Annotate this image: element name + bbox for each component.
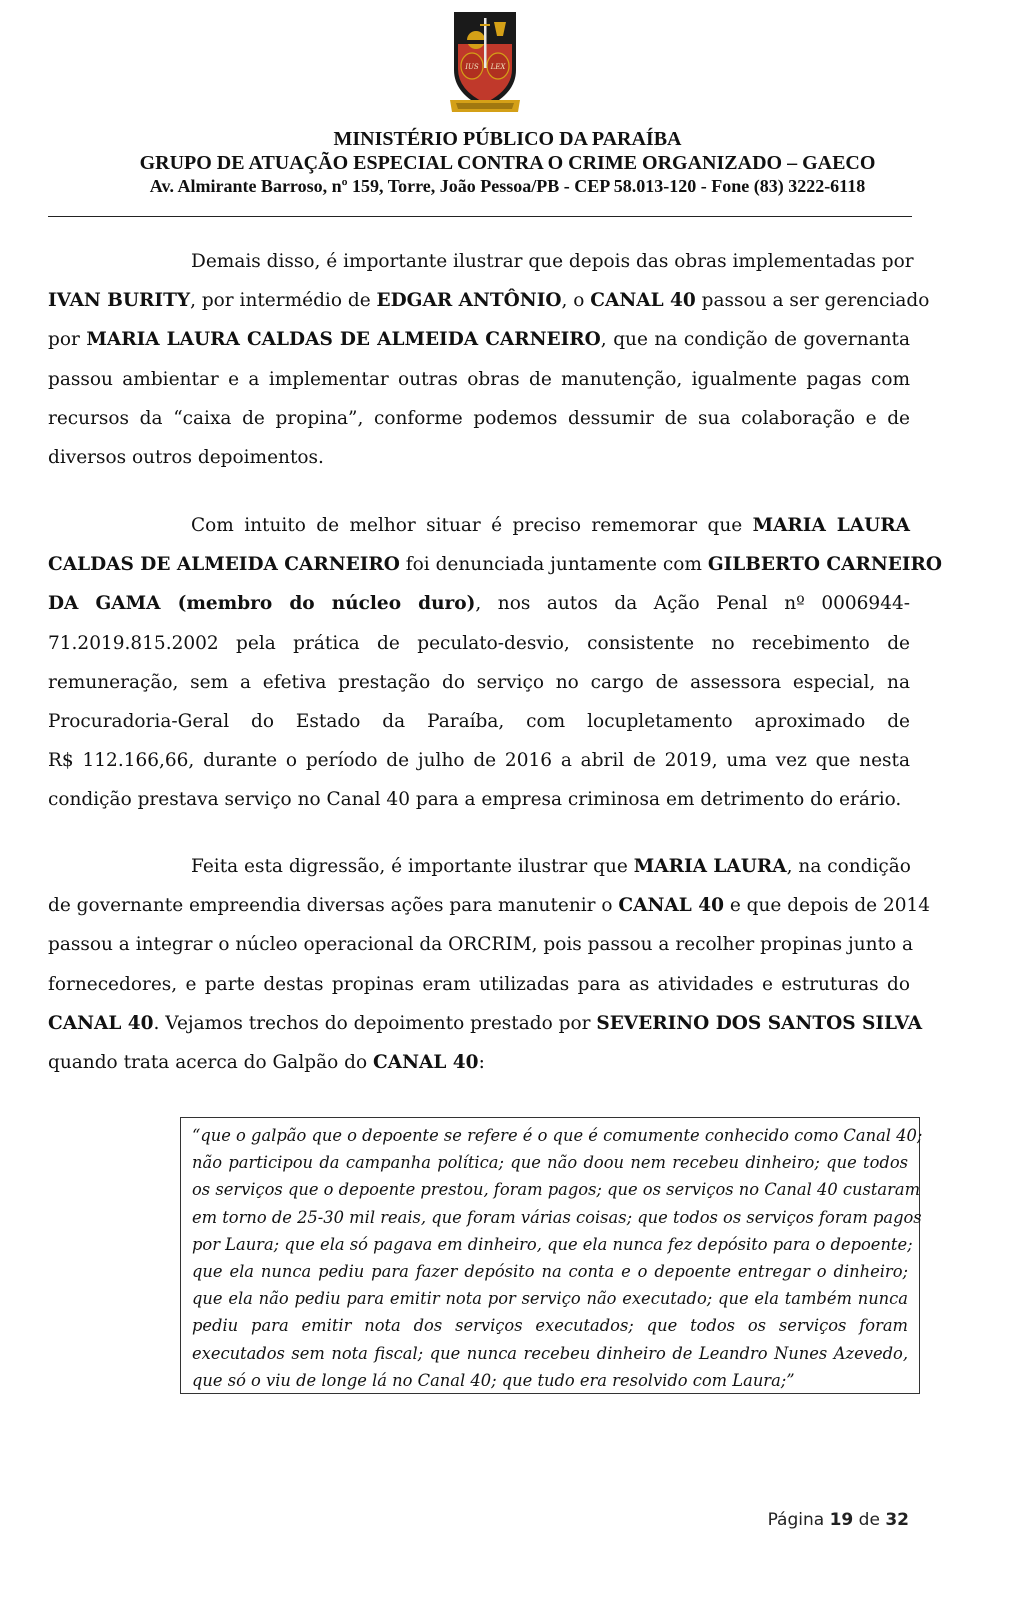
paragraph-line: DA GAMA (membro do núcleo duro), nos autos da Ação Penal nº 0006944-	[48, 593, 910, 615]
org-name: MINISTÉRIO PÚBLICO DA PARAÍBA	[333, 128, 682, 150]
paragraph-line: Feita esta digressão, é importante ilustrar que MARIA LAURA, na condição	[191, 856, 911, 877]
paragraph-1	[48, 242, 930, 477]
paragraph-line: diversos outros depoimentos.	[48, 447, 324, 469]
mppb-coat-of-arms-icon	[448, 8, 522, 118]
quote-line: os serviços que o depoente prestou, foram pagos; que os serviços no Canal 40 custaram	[192, 1180, 921, 1200]
paragraph-line: Com intuito de melhor situar é preciso rememorar que MARIA LAURA	[191, 515, 910, 536]
paragraph-line: fornecedores, e parte destas propinas eram utilizadas para as atividades e estruturas do	[48, 973, 910, 995]
paragraph-3	[48, 847, 931, 1082]
paragraph-line: recursos da “caixa de propina”, conforme podemos dessumir de sua colaboração e de	[48, 407, 910, 429]
emblem-text-right: LEX	[490, 63, 506, 71]
paragraph-line: CANAL 40. Vejamos trechos do depoimento prestado por SEVERINO DOS SANTOS SILVA	[48, 1012, 923, 1034]
paragraph-line: passou a integrar o núcleo operacional da ORCRIM, pois passou a recolher propinas junto a	[48, 934, 914, 956]
paragraph-line: de governante empreendia diversas ações para manutenir o CANAL 40 e que depois de 2014	[48, 895, 931, 917]
paragraph-2	[48, 506, 942, 820]
paragraph-line: quando trata acerca do Galpão do CANAL 40:	[48, 1052, 485, 1074]
quote-line: não participou da campanha política; que não doou nem recebeu dinheiro; que todos	[192, 1153, 908, 1173]
of-label: de	[858, 1510, 880, 1530]
paragraph-line: por MARIA LAURA CALDAS DE ALMEIDA CARNEIRO, que na condição de governanta	[48, 329, 910, 351]
group-name: GRUPO DE ATUAÇÃO ESPECIAL CONTRA O CRIME ORGANIZADO – GAECO	[139, 152, 876, 174]
quote-line: “que o galpão que o depoente se refere é o que é comumente conhecido como Canal 40;	[192, 1126, 923, 1145]
testimony-quote-box	[180, 1117, 923, 1394]
paragraph-line: remuneração, sem a efetiva prestação do serviço no cargo de assessora especial, na	[48, 671, 910, 693]
total-pages-number: 32	[885, 1510, 909, 1530]
address-line: Av. Almirante Barroso, nº 159, Torre, João Pessoa/PB - CEP 58.013-120 - Fone (83) 3222-6118	[149, 176, 866, 196]
paragraph-line: IVAN BURITY, por intermédio de EDGAR ANTÔNIO, o CANAL 40 passou a ser gerenciado	[48, 290, 930, 312]
paragraph-line: Demais disso, é importante ilustrar que depois das obras implementadas por	[191, 251, 914, 272]
paragraph-line: R$ 112.166,66, durante o período de julho de 2016 a abril de 2019, uma vez que nesta	[48, 750, 910, 772]
quote-line: que só o viu de longe lá no Canal 40; que tudo era resolvido com Laura;”	[192, 1370, 795, 1390]
paragraph-line: passou ambientar e a implementar outras obras de manutenção, igualmente pagas com	[48, 368, 910, 390]
quote-line: em torno de 25-30 mil reais, que foram várias coisas; que todos os serviços foram pagos	[192, 1207, 922, 1227]
emblem-text-left: IUS	[465, 63, 479, 71]
current-page-number: 19	[829, 1510, 854, 1530]
paragraph-line: condição prestava serviço no Canal 40 para a empresa criminosa em detrimento do erário.	[48, 789, 902, 811]
page-label: Página	[767, 1510, 825, 1530]
header-divider	[48, 216, 912, 217]
quote-line: por Laura; que ela só pagava em dinheiro, que ela nunca fez depósito para o depoente;	[192, 1234, 913, 1254]
paragraph-line: Procuradoria-Geral do Estado da Paraíba, com locupletamento aproximado de	[48, 711, 910, 733]
page-number-footer	[768, 1510, 909, 1530]
quote-line: que ela nunca pediu para fazer depósito na conta e o depoente entregar o dinheiro;	[192, 1262, 908, 1282]
quote-line: executados sem nota fiscal; que nunca recebeu dinheiro de Leandro Nunes Azevedo,	[192, 1343, 908, 1363]
quote-line: que ela não pediu para emitir nota por serviço não executado; que ela também nunca	[192, 1289, 908, 1309]
quote-line: pediu para emitir nota dos serviços executados; que todos os serviços foram	[192, 1316, 908, 1336]
paragraph-line: 71.2019.815.2002 pela prática de peculato-desvio, consistente no recebimento de	[48, 632, 910, 654]
paragraph-line: CALDAS DE ALMEIDA CARNEIRO foi denunciada juntamente com GILBERTO CARNEIRO	[48, 554, 942, 576]
